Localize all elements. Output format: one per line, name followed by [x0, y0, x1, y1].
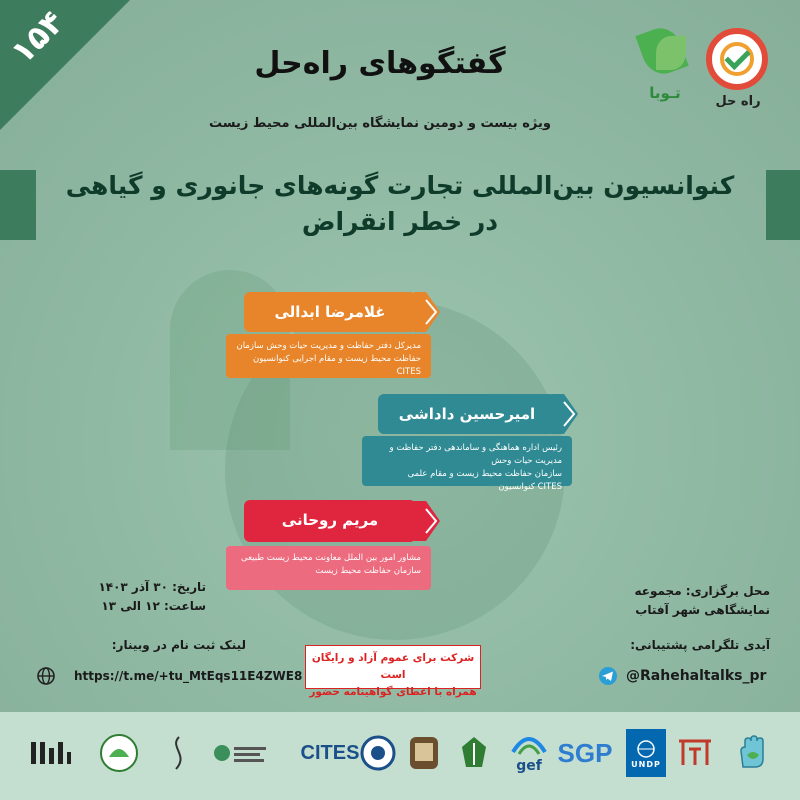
right-band: [766, 170, 800, 240]
telegram-id[interactable]: @Rahehaltalks_pr: [626, 668, 767, 684]
sgp-logo: SGP: [557, 737, 613, 768]
sponsor-11-logo-icon: [672, 730, 718, 776]
webinar-link[interactable]: https://t.me/+tu_MtEqs11E4ZWE8: [74, 669, 303, 683]
webinar-label: لینک ثبت نام در وبینار:: [111, 638, 246, 652]
un-emblem-icon: [635, 738, 657, 760]
rahehal-logo-label: راه حل: [715, 94, 761, 109]
cbd-logo-icon: [210, 730, 270, 776]
free-line1: شرکت برای عموم آزاد و رایگان است: [311, 652, 475, 681]
sponsor-3-logo-icon: [156, 730, 202, 776]
telegram-row[interactable]: [598, 666, 766, 686]
speaker-3-chevron-icon: [414, 501, 440, 541]
tooba-logo-icon: [634, 22, 694, 82]
speaker-2-chevron-icon: [552, 394, 578, 434]
venue-line1: محل برگزاری: مجموعه: [634, 584, 770, 598]
free-notice: [305, 645, 481, 698]
speaker-3-desc-line2: سازمان حفاظت محیط زیست: [315, 566, 421, 576]
speaker-1-desc: [226, 334, 431, 378]
page-subtitle: ویژه بیست و دومین نمایشگاه بین‌المللی محیط زیست: [209, 116, 551, 131]
venue-line2: نمایشگاهی شهر آفتاب: [635, 603, 770, 617]
cites-logo: CITES: [300, 741, 360, 764]
speaker-3-name: مریم روحانی: [244, 500, 416, 542]
date-label: تاریخ: ۳۰ آذر ۱۴۰۳: [98, 580, 206, 594]
speaker-3-desc: [226, 546, 431, 590]
sponsor-6-logo-icon: [358, 730, 398, 776]
gef-label: gef: [516, 758, 542, 774]
tooba-logo-label: تـوبا: [649, 84, 681, 102]
speaker-1-desc-line2: حفاظت محیط زیست و مقام اجرایی کنوانسیون CITES: [253, 354, 421, 377]
rahehal-logo-icon: [706, 28, 768, 90]
speaker-2-desc: [362, 436, 572, 492]
speaker-1-name: غلامرضا ابدالی: [244, 292, 416, 332]
sponsor-2-logo-icon: [96, 730, 142, 776]
episode-badge: [0, 0, 130, 130]
sponsor-7-logo-icon: [404, 730, 444, 776]
venue: [590, 582, 770, 620]
page-title: گفتگوهای راه‌حل: [254, 46, 506, 81]
speaker-3-desc-line1: مشاور امور بین الملل معاونت محیط زیست طبیعی: [241, 553, 421, 563]
hand-logo-icon: [730, 730, 776, 776]
doe-logo-icon: [454, 730, 494, 776]
speaker-1-chevron-icon: [414, 292, 440, 332]
globe-icon: [36, 666, 56, 686]
undp-logo: [626, 729, 666, 777]
undp-label: UNDP: [631, 759, 661, 769]
speaker-2-name: امیرحسین داداشی: [378, 394, 556, 434]
speaker-2-desc-line1: رئیس اداره هماهنگی و ساماندهی دفتر حفاظت و مدیریت حیات وحش: [389, 443, 562, 466]
time-label: ساعت: ۱۲ الی ۱۳: [101, 599, 206, 613]
main-title-line1: کنوانسیون بین‌المللی تجارت گونه‌های جانوری و گیاهی: [65, 171, 735, 200]
speaker-1-desc-line1: مدیرکل دفتر حفاظت و مدیریت حیات وحش سازمان: [236, 341, 421, 351]
speaker-2-desc-line2: سازمان حفاظت محیط زیست و مقام علمی کنوانسیون CITES: [407, 469, 562, 492]
episode-number: ۱۵۴: [3, 2, 72, 72]
gef-icon: [509, 732, 549, 758]
sponsor-1-logo-icon: [28, 730, 74, 776]
main-title: [40, 168, 760, 240]
gef-logo: [506, 730, 552, 776]
telegram-icon: [598, 666, 618, 686]
free-line2: همراه با اعطای گواهینامه حضور: [309, 686, 477, 698]
date-time: [66, 578, 206, 616]
main-title-line2: در خطر انقراض: [301, 207, 499, 236]
support-label: آیدی تلگرامی پشتیبانی:: [630, 638, 770, 652]
webinar-link-row[interactable]: [36, 666, 302, 686]
left-band: [0, 170, 36, 240]
